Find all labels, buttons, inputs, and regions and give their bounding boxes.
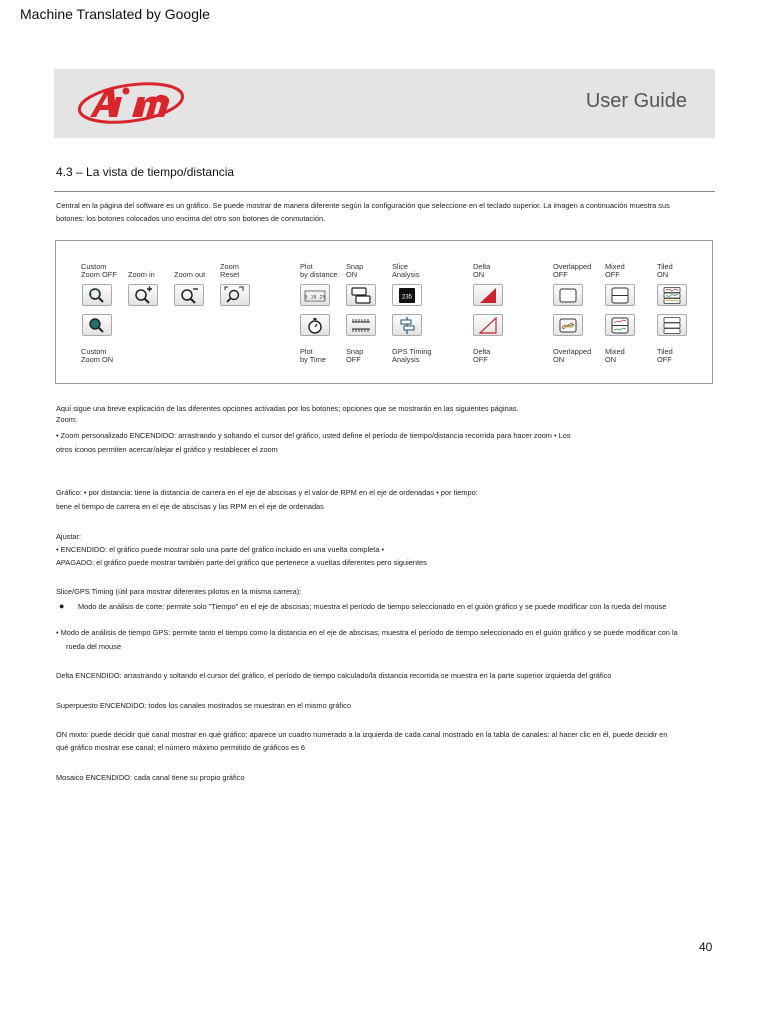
snap-off-button[interactable] — [346, 314, 376, 336]
tiled-on-icon — [661, 286, 683, 305]
delta-on-button[interactable] — [473, 284, 503, 306]
ajustar-heading: Ajustar: — [56, 532, 82, 541]
zoom-reset-label: Zoom Reset — [220, 262, 240, 279]
header-banner — [54, 69, 715, 138]
ajustar-line-2: APAGADO: el gráfico puede mostrar también parte del gráfico que pertenece a vueltas diferentes pero siguientes — [56, 558, 427, 567]
zoom-reset-button[interactable] — [220, 284, 250, 306]
zoom-heading: Zoom: — [56, 415, 77, 424]
plot-by-distance-label: Plot by distance — [300, 262, 338, 279]
zoom-line-1: • Zoom personalizado ENCENDIDO: arrastrando y soltando el cursor del gráfico, usted define el período de tiempo/distancia recorrida para hacer zoom • Los — [56, 431, 571, 440]
snap-on-label: Snap ON — [346, 262, 364, 279]
ajustar-line-1: • ENCENDIDO: el gráfico puede mostrar solo una parte del gráfico incluido en una vuelta completa • — [56, 545, 385, 554]
distance-meter-icon — [304, 286, 326, 305]
mixed-off-label: Mixed OFF — [605, 262, 625, 279]
plot-by-distance-button[interactable] — [300, 284, 330, 306]
tiled-off-icon — [661, 316, 683, 335]
machine-translated-label: Machine Translated by Google — [20, 6, 210, 22]
grafico-line-2: tiene el tiempo de carrera en el eje de abscisas y las RPM en el eje de ordenadas — [56, 502, 324, 511]
zoom-out-icon — [178, 286, 200, 305]
delta-outline-icon — [477, 316, 499, 335]
slice-analysis-label: Slice Analysis — [392, 262, 420, 279]
distance-icon-text: 0.18.25 — [304, 294, 326, 301]
grafico-line-1: Gráfico: • por distancia: tiene la distancia de carrera en el eje de abscisas y el valor de RPM en el eje de ordenadas • por tiempo: — [56, 488, 478, 497]
snap-on-button[interactable] — [346, 284, 376, 306]
superpuesto-line: Superpuesto ENCENDIDO: todos los canales mostrados se muestran en el mismo gráfico — [56, 701, 351, 710]
gps-line-1: • Modo de análisis de tiempo GPS: permite tanto el tiempo como la distancia en el eje de abscisas; muestra el período de tiempo seleccionado en el guión gráfico y se puede modificar con la — [56, 628, 678, 637]
intro-line-1: Central en la página del software es un gráfico. Se puede mostrar de manera diferente según la configuración que seleccione en el teclado superior. La imagen a continuación muestra sus — [56, 201, 670, 210]
zoom-in-icon — [132, 286, 154, 305]
zoom-reset-icon — [224, 286, 246, 305]
bullet-marker: ● — [59, 601, 65, 611]
overlapped-on-icon — [557, 316, 579, 335]
mixed-off-button[interactable] — [605, 284, 635, 306]
zoom-out-label: Zoom out — [174, 270, 206, 279]
gps-timing-icon — [396, 316, 418, 335]
overlapped-off-button[interactable] — [553, 284, 583, 306]
mixed-on-button[interactable] — [605, 314, 635, 336]
gps-line-2: rueda del mouse — [66, 642, 122, 651]
tiled-off-button[interactable] — [657, 314, 687, 336]
custom-zoom-on-button[interactable] — [82, 314, 112, 336]
mixto-line-1: ON mixto: puede decidir qué canal mostrar en qué gráfico; aparece un cuadro numerado a la izquierda de cada canal mostrado en la tabla de canales: al hacer clic en él, puede decidir en — [56, 730, 668, 739]
delta-filled-icon — [477, 286, 499, 305]
zoom-out-button[interactable] — [174, 284, 204, 306]
aim-logo — [76, 81, 186, 125]
zoom-in-label: Zoom in — [128, 270, 155, 279]
plot-by-time-label: Plot by Time — [300, 347, 326, 364]
slice-bullet: Modo de análisis de corte: permite solo "Tiempo" en el eje de abscisas; muestra el período de tiempo seleccionado en el guión gráfico y se puede modificar con la rueda del mouse — [78, 602, 667, 611]
snap-off-icon — [350, 316, 372, 335]
tiled-on-label: Tiled ON — [657, 262, 673, 279]
delta-line: Delta ENCENDIDO: arrastrando y soltando el cursor del gráfico, el período de tiempo calculado/la distancia recorrida se muestra en la parte superior izquierda del gráfico — [56, 671, 612, 680]
plot-by-time-button[interactable] — [300, 314, 330, 336]
mosaico-line: Mosaico ENCENDIDO: cada canal tiene su propio gráfico — [56, 773, 245, 782]
slice-badge: 235 — [401, 294, 413, 301]
mixto-line-2: qué gráfico mostrar ese canal; el número máximo permitido de gráficos es 6 — [56, 743, 305, 752]
tiled-off-label: Tiled OFF — [657, 347, 673, 364]
snap-off-label: Snap OFF — [346, 347, 364, 364]
section-divider — [54, 191, 715, 192]
mixed-on-label: Mixed ON — [605, 347, 625, 364]
custom-zoom-off-label: Custom Zoom OFF — [81, 262, 117, 279]
explain-line: Aquí sigue una breve explicación de las diferentes opciones activadas por los botones; opciones que se mostrarán en las siguientes páginas. — [56, 404, 519, 413]
zoom-select-icon — [86, 286, 108, 305]
tiled-on-button[interactable] — [657, 284, 687, 306]
overlapped-on-label: Overlapped ON — [553, 347, 592, 364]
slice-analysis-button[interactable] — [392, 284, 422, 306]
zoom-in-button[interactable] — [128, 284, 158, 306]
slice-heading: Slice/GPS Timing (útil para mostrar diferentes pilotos en la misma carrera): — [56, 587, 302, 596]
mixed-on-icon — [609, 316, 631, 335]
delta-off-button[interactable] — [473, 314, 503, 336]
mixed-off-icon — [609, 286, 631, 305]
snap-on-icon — [350, 286, 372, 305]
gps-timing-button[interactable] — [392, 314, 422, 336]
toolbar-panel — [55, 240, 713, 384]
custom-zoom-off-button[interactable] — [82, 284, 112, 306]
gps-timing-label: GPS Timing Analysis — [392, 347, 432, 364]
zoom-line-2: otros iconos permiten acercar/alejar el gráfico y restablecer el zoom — [56, 445, 278, 454]
stopwatch-icon — [304, 316, 326, 335]
page-number: 40 — [699, 940, 713, 954]
overlapped-off-icon — [557, 286, 579, 305]
overlapped-off-label: Overlapped OFF — [553, 262, 592, 279]
slice-analysis-icon — [396, 286, 418, 305]
zoom-select-filled-icon — [86, 316, 108, 335]
delta-on-label: Delta ON — [473, 262, 491, 279]
intro-line-2: botones: los botones colocados uno encima del otro son botones de conmutación. — [56, 214, 326, 223]
custom-zoom-on-label: Custom Zoom ON — [81, 347, 114, 364]
overlapped-on-button[interactable] — [553, 314, 583, 336]
section-title: 4.3 – La vista de tiempo/distancia — [56, 165, 235, 179]
user-guide-title: User Guide — [585, 90, 687, 112]
delta-off-label: Delta OFF — [473, 347, 491, 364]
